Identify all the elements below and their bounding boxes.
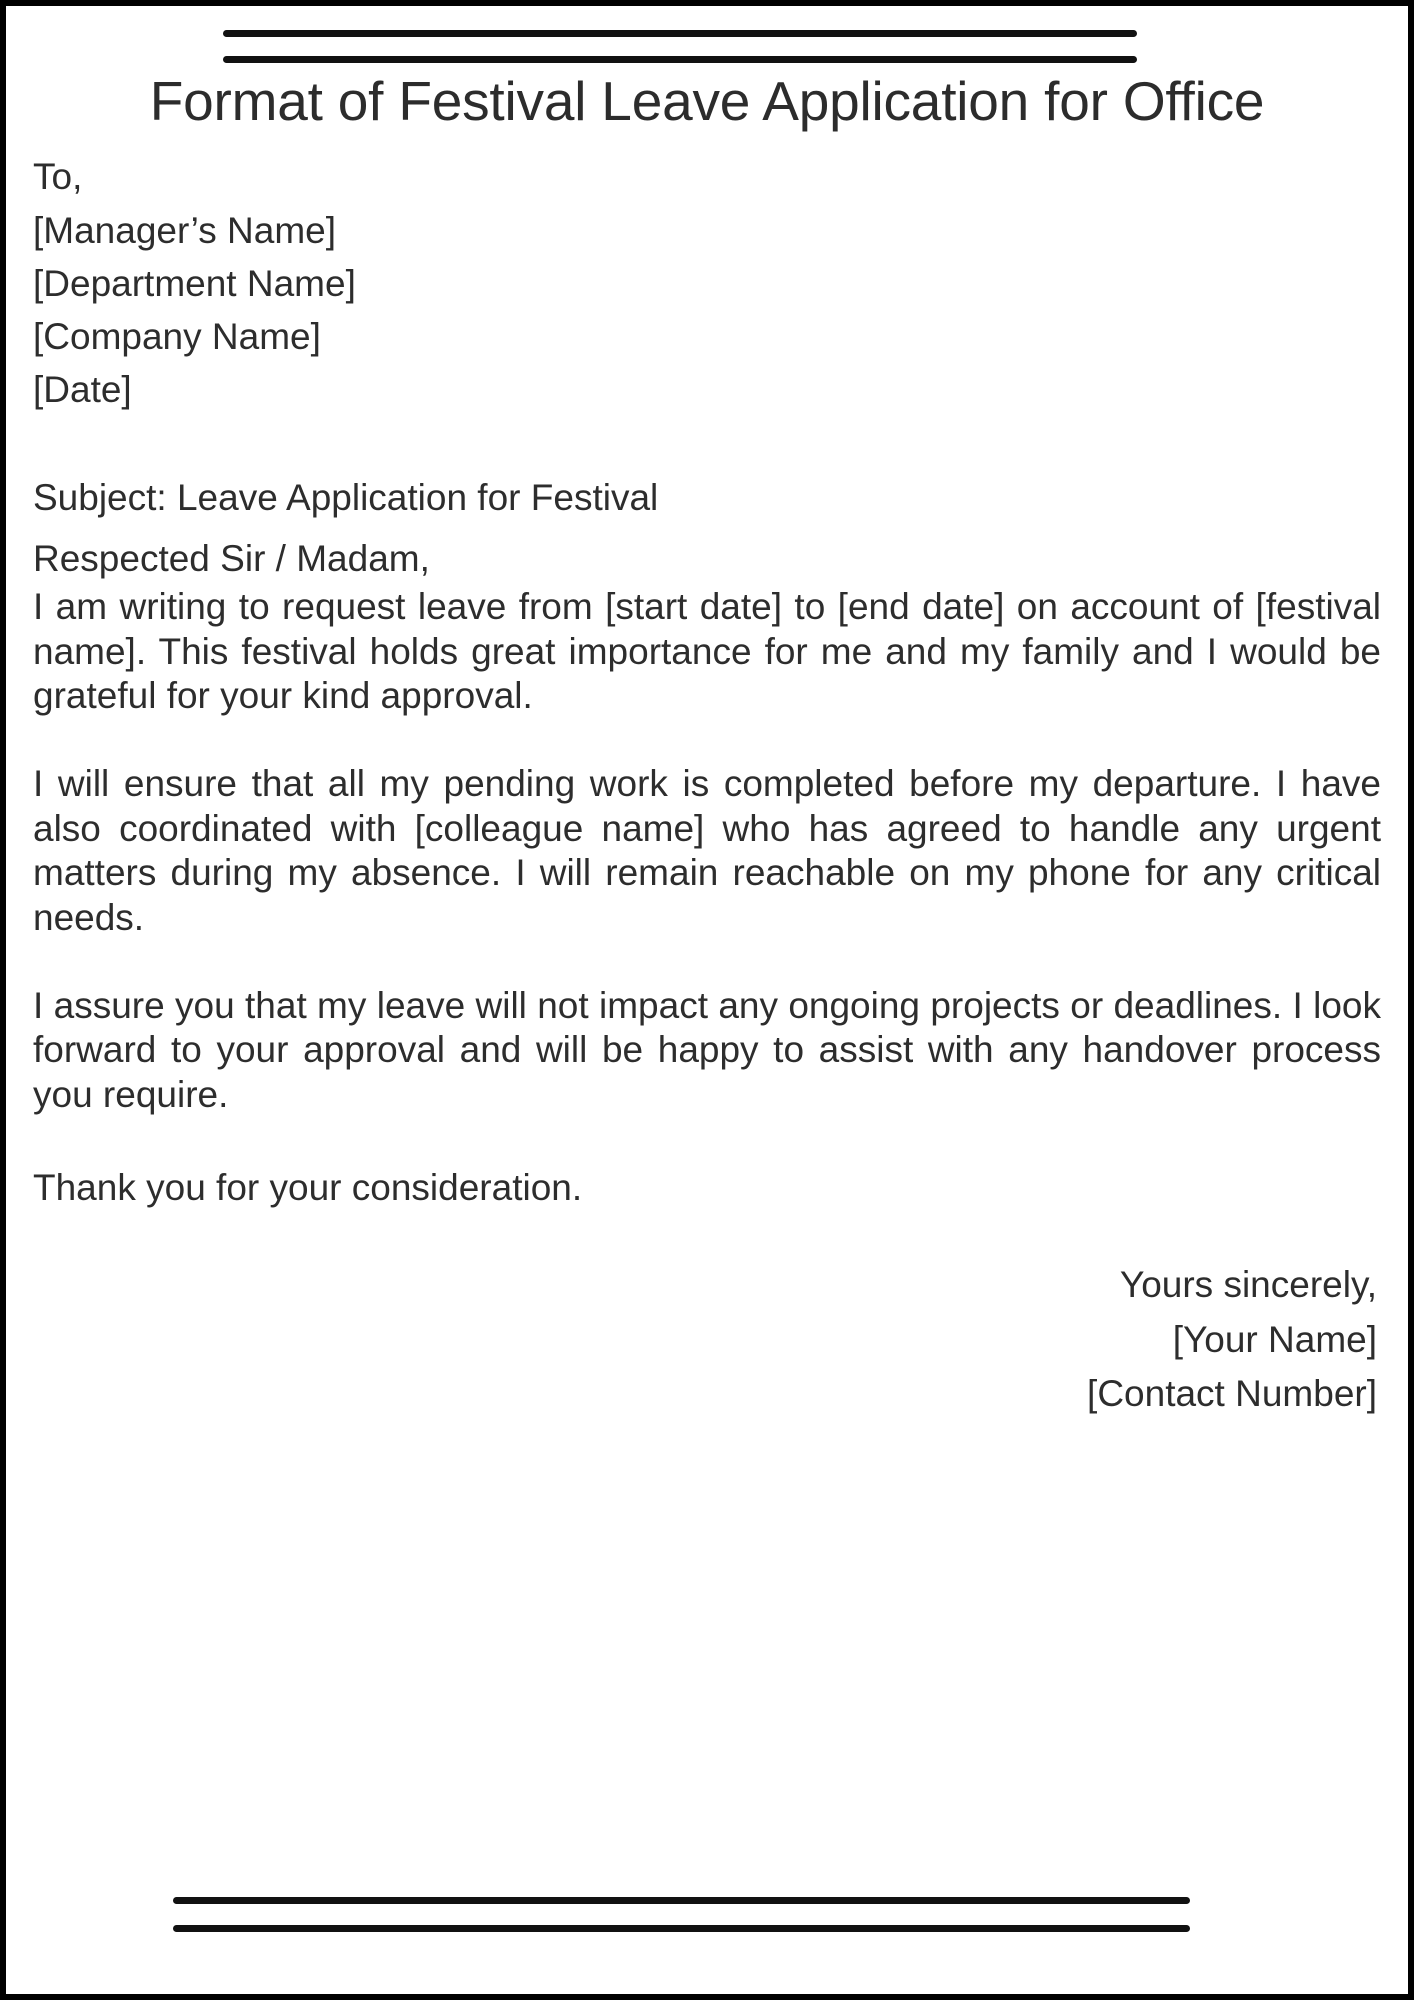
document-sheet bbox=[6, 6, 1408, 1994]
address-manager-name: [Manager’s Name] bbox=[33, 209, 336, 251]
paragraph-request: I am writing to request leave from [start date] to [end date] on account of [festival name]. This festival holds great importance for me and my family and I would be grateful for your kind approval. bbox=[33, 586, 1381, 717]
spacer-para-3 bbox=[33, 1117, 1381, 1161]
paragraph-impact-assurance: I assure you that my leave will not impact any ongoing projects or deadlines. I look forward to your approval and will be happy to assist with any handover process you require. bbox=[33, 984, 1381, 1115]
recipient-address-block bbox=[33, 150, 1381, 416]
closing-sign-off: Yours sincerely, bbox=[1119, 1264, 1377, 1306]
letter-body bbox=[26, 150, 1388, 1421]
paragraph-handover-assurance: I will ensure that all my pending work is completed before my departure. I have also coordinated with [colleague name] who has agreed to handle any urgent matters during my absence. I will remain reachable on my phone for any critical needs. bbox=[33, 763, 1381, 938]
salutation-line: Respected Sir / Madam, bbox=[33, 537, 430, 579]
address-company-name: [Company Name] bbox=[33, 316, 321, 358]
spacer-para-1 bbox=[33, 718, 1381, 762]
spacer-after-address bbox=[33, 417, 1381, 471]
header-rule-top bbox=[223, 30, 1137, 37]
footer-rule-top bbox=[173, 1897, 1190, 1904]
spacer-para-2 bbox=[33, 940, 1381, 984]
header-divider-rules bbox=[6, 30, 1408, 63]
subject-line: Subject: Leave Application for Festival bbox=[33, 476, 659, 518]
closing-block bbox=[33, 1258, 1381, 1421]
page-title: Format of Festival Leave Application for Office bbox=[149, 70, 1265, 132]
spacer-before-closing bbox=[33, 1214, 1381, 1258]
footer-rule-bottom bbox=[173, 1925, 1190, 1932]
address-date: [Date] bbox=[33, 369, 132, 411]
closing-your-name: [Your Name] bbox=[1172, 1318, 1377, 1360]
footer-divider-rules bbox=[6, 1897, 1408, 1932]
address-department-name: [Department Name] bbox=[33, 262, 356, 304]
header-rule-bottom bbox=[223, 56, 1137, 63]
closing-contact-number: [Contact Number] bbox=[1087, 1373, 1377, 1415]
thanks-line: Thank you for your consideration. bbox=[33, 1167, 583, 1209]
address-to-label: To, bbox=[33, 156, 83, 198]
